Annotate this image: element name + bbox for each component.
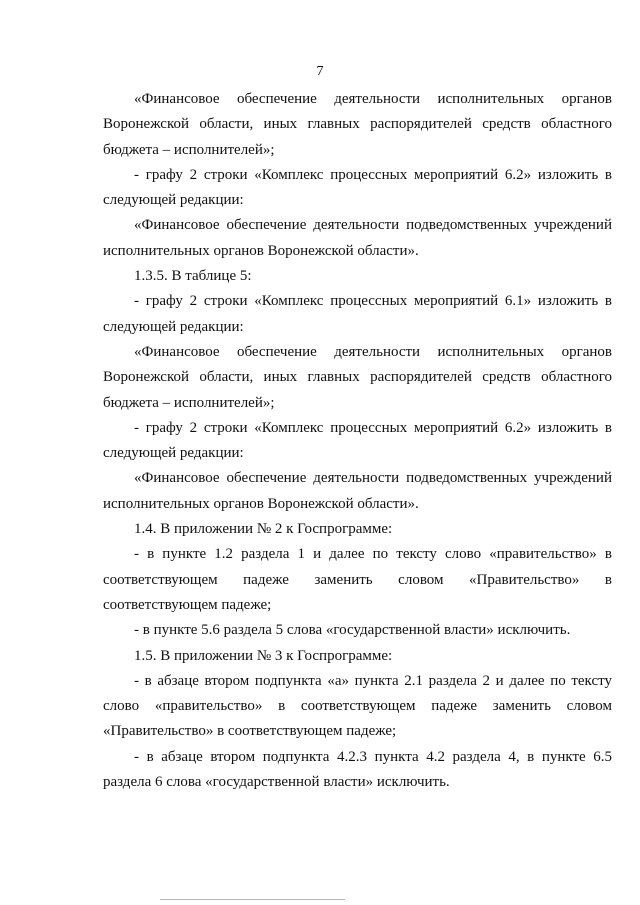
paragraph-6: «Финансовое обеспечение деятельности исполнительных органов Воронежской области, иных главных распорядителей средств областного бюджета – исполнителей»; [103,343,612,411]
paragraph-11: - в пункте 5.6 раздела 5 слова «государственной власти» исключить. [134,622,571,639]
paragraph-5: - графу 2 строки «Комплекс процессных мероприятий 6.1» изложить в следующей редакции: [103,293,612,335]
paragraph-12: 1.5. В приложении № 3 к Госпрограмме: [134,647,393,664]
paragraph-10: - в пункте 1.2 раздела 1 и далее по тексту слово «правительство» в соответствующем падеже заменить словом «Правительство» в соответствующем падеже; [103,546,612,613]
paragraph-3: «Финансовое обеспечение деятельности подведомственных учреждений исполнительных органов Воронежской области». [103,217,612,259]
paragraph-4: 1.3.5. В таблице 5: [134,268,252,285]
page-number: 7 [316,64,324,79]
paragraph-14: - в абзаце втором подпункта 4.2.3 пункта 4.2 раздела 4, в пункте 6.5 раздела 6 слова «государственной власти» исключить. [103,748,612,791]
paragraph-1: «Финансовое обеспечение деятельности исполнительных органов Воронежской области, иных главных распорядителей средств областного бюджета – исполнителей»; [103,91,612,158]
document-body [103,87,612,795]
paragraph-7: - графу 2 строки «Комплекс процессных мероприятий 6.2» изложить в следующей редакции: [103,419,612,462]
paragraph-9: 1.4. В приложении № 2 к Госпрограмме: [134,521,393,538]
paragraph-2: - графу 2 строки «Комплекс процессных мероприятий 6.2» изложить в следующей редакции: [103,166,612,209]
paragraph-13: - в абзаце втором подпункта «а» пункта 2.1 раздела 2 и далее по тексту слово «правительство» в соответствующем падеже заменить словом «Правительство» в соответствующем падеже; [103,672,612,740]
paragraph-8: «Финансовое обеспечение деятельности подведомственных учреждений исполнительных органов Воронежской области». [103,470,612,512]
footer-divider [160,899,345,900]
